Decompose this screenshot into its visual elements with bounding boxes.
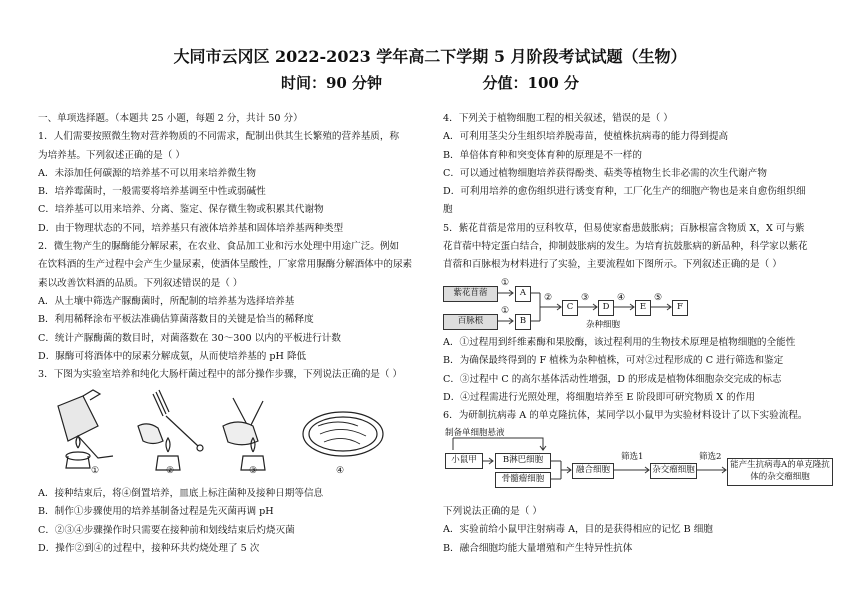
figure-label-1: ① xyxy=(91,466,100,476)
flow5-step-3: ③ xyxy=(581,293,590,303)
figure-label-4: ④ xyxy=(336,466,345,476)
q4-option-b: B．单倍体育种和突变体育种的原理是不一样的 xyxy=(443,149,642,161)
q2-option-a: A．从土壤中筛选产脲酶菌时，所配制的培养基为选择培养基 xyxy=(38,295,295,307)
question-2-stem-cont2: 素以改善饮料酒的品质。下列叙述错误的是（ ） xyxy=(38,277,243,289)
flow6-hybridoma-box: 杂交瘤细胞 xyxy=(650,463,697,479)
flow6-caption: 制备单细胞悬液 xyxy=(445,428,505,438)
q5-option-c: C．③过程中 C 的高尔基体活动性增强，D 的形成是植物体细胞杂交完成的标志 xyxy=(443,373,782,385)
question-2-stem-cont: 在饮料酒的生产过程中会产生少量尿素，使酒体呈酸性，厂家常用脲酶分解酒体中的尿素 xyxy=(38,259,413,271)
flow5-node-c: C xyxy=(562,300,578,316)
q2-option-b: B．利用稀释涂布平板法准确估算菌落数目的关键是恰当的稀释度 xyxy=(38,314,314,326)
q3-figure xyxy=(38,386,433,482)
question-2-stem: 2．微生物产生的脲酶能分解尿素，在农业、食品加工业和污水处理中用途广泛。例如 xyxy=(38,241,400,253)
q5-option-d: D．④过程需进行光照处理，将细胞培养至 E 阶段即可研究物质 X 的作用 xyxy=(443,391,755,403)
page-title: 大同市云冈区 2022-2023 学年高二下学期 5 月阶段考试试题（生物） xyxy=(173,47,687,66)
question-6-prompt: 下列说法正确的是（ ） xyxy=(443,506,542,517)
exam-time: 时间：90 分钟 xyxy=(280,74,383,92)
question-5-stem-cont: 花苜蓿中特定蛋白结合，抑制鼓胀病的发生。为培育抗鼓胀病的新品种，科学家以紫花 xyxy=(443,241,808,253)
q5-option-b: B．为确保最终得到的 F 植株为杂种植株，可对②过程形成的 C 进行筛选和鉴定 xyxy=(443,355,784,367)
q1-option-b: B．培养霉菌时，一般需要将培养基调至中性或弱碱性 xyxy=(38,186,266,198)
q5-flow-diagram xyxy=(443,278,833,333)
q4-option-a: A．可利用茎尖分生组织培养脱毒苗，使植株抗病毒的能力得到提高 xyxy=(443,131,729,143)
q3-option-a: A．接种结束后，将④倒置培养，皿底上标注菌种及接种日期等信息 xyxy=(38,488,324,499)
q4-option-d: D．可利用培养的愈伤组织进行诱变育种，工厂化生产的细胞产物也是来自愈伤组织细 xyxy=(443,186,806,198)
right-column-middle xyxy=(443,334,833,425)
flow6-final-box: 能产生抗病毒A的单克隆抗体的杂交瘤细胞 xyxy=(727,458,833,486)
q3-option-b: B．制作①步骤使用的培养基制备过程是先灭菌再调 pH xyxy=(38,506,274,518)
q1-option-d: D．由于物理状态的不同，培养基只有液体培养基和固体培养基两种类型 xyxy=(38,222,344,234)
flow5-step-4: ④ xyxy=(617,293,626,303)
flow5-step-1b: ① xyxy=(501,306,510,316)
flow6-bcell-box: B淋巴细胞 xyxy=(495,453,551,469)
question-6-stem: 6．为研制抗病毒 A 的单克隆抗体，某同学以小鼠甲为实验材料设计了以下实验流程。 xyxy=(443,410,808,422)
flow5-node-e: E xyxy=(635,300,651,316)
flow5-node-a: A xyxy=(515,286,531,302)
flow6-screen1: 筛选1 xyxy=(621,452,644,462)
q4-option-d-cont: 胞 xyxy=(443,204,453,216)
flow6-myeloma-box: 骨髓瘤细胞 xyxy=(495,472,551,488)
right-column-lower xyxy=(443,503,833,558)
flow5-node-d: D xyxy=(598,300,614,316)
q6-option-b: B．融合细胞均能大量增殖和产生特异性抗体 xyxy=(443,542,633,554)
q2-option-d: D．脲酶可将酒体中的尿素分解成氨，从而使培养基的 pH 降低 xyxy=(38,350,307,362)
q6-flow-diagram xyxy=(443,428,833,498)
flow6-screen2: 筛选2 xyxy=(699,452,722,462)
question-4-stem: 4．下列关于植物细胞工程的相关叙述，错误的是（ ） xyxy=(443,113,673,124)
flow5-node-b: B xyxy=(515,314,531,330)
section-heading: 一、单项选择题。（本题共 25 小题，每题 2 分，共计 50 分） xyxy=(38,113,303,124)
question-5-stem-cont2: 苜蓿和百脉根为材料进行了实验，主要流程如下图所示。下列叙述正确的是（ ） xyxy=(443,259,782,271)
q6-option-a: A．实验前给小鼠甲注射病毒 A，目的是获得相应的记忆 B 细胞 xyxy=(443,524,713,536)
exam-info xyxy=(0,72,860,93)
flow5-step-1: ① xyxy=(501,278,510,288)
flow6-fused-box: 融合细胞 xyxy=(572,463,614,479)
q1-option-c: C．培养基可以用来培养、分离、鉴定、保存微生物或积累其代谢物 xyxy=(38,204,324,216)
flow5-alfalfa-box: 紫花苜蓿 xyxy=(443,286,498,302)
figure-label-2: ② xyxy=(166,466,175,476)
q3-option-d: D．操作②到④的过程中，接种环共灼烧处理了 5 次 xyxy=(38,542,260,554)
q1-option-a: A．未添加任何碳源的培养基不可以用来培养微生物 xyxy=(38,167,256,179)
left-column-lower xyxy=(38,485,433,558)
figure-label-3: ③ xyxy=(249,466,258,476)
flow5-node-f: F xyxy=(672,300,688,316)
q5-option-a: A．①过程用到纤维素酶和果胶酶，该过程利用的生物技术原理是植物细胞的全能性 xyxy=(443,337,796,348)
question-1-stem-cont: 为培养基。下列叙述正确的是（ ） xyxy=(38,149,185,161)
flow5-step-5: ⑤ xyxy=(654,293,663,303)
flow6-mouse-box: 小鼠甲 xyxy=(445,453,483,469)
q4-option-c: C．可以通过植物细胞培养获得酚类、萜类等植物生长非必需的次生代谢产物 xyxy=(443,167,767,179)
exam-score: 分值：100 分 xyxy=(482,74,580,92)
question-1-stem: 1．人们需要按照微生物对营养物质的不同需求，配制出供其生长繁殖的营养基质，称 xyxy=(38,131,400,143)
flow5-lotus-box: 百脉根 xyxy=(443,314,498,330)
question-5-stem: 5．紫花苜蓿是常用的豆科牧草，但易使家畜患鼓胀病；百脉根富含物质 X，X 可与紫 xyxy=(443,222,805,234)
question-3-stem: 3．下图为实验室培养和纯化大肠杆菌过程中的部分操作步骤，下列说法正确的是（ ） xyxy=(38,369,403,381)
q2-option-c: C．统计产脲酶菌的数目时，对菌落数在 30～300 以内的平板进行计数 xyxy=(38,332,341,344)
flow5-hybrid-label: 杂种细胞 xyxy=(586,320,621,330)
q3-option-c: C．②③④步骤操作时只需要在接种前和划线结束后灼烧灭菌 xyxy=(38,524,295,536)
left-column xyxy=(38,110,433,384)
flow5-step-2: ② xyxy=(544,293,553,303)
right-column xyxy=(443,110,833,275)
